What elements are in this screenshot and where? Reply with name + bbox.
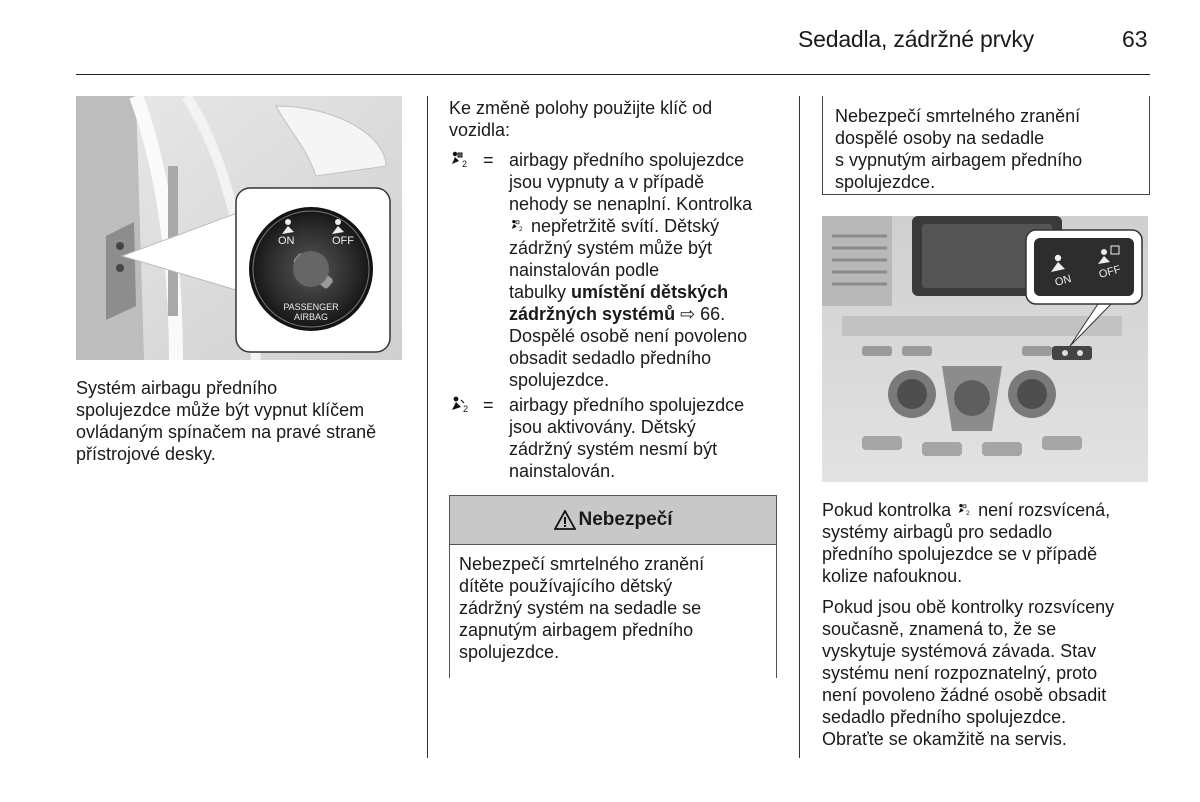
col1-paragraph bbox=[76, 377, 416, 465]
airbag-off-inline-icon bbox=[509, 218, 526, 234]
header-divider bbox=[76, 74, 1150, 75]
svg-text:2: 2 bbox=[966, 510, 970, 518]
text-line: Systém airbagu předního bbox=[76, 378, 278, 398]
text-line: jsou aktivovány. Dětský bbox=[509, 417, 696, 437]
text-line: spolujezdce. bbox=[509, 370, 610, 390]
text-line: obsadit sedadlo předního bbox=[509, 348, 712, 368]
warning-heading bbox=[449, 495, 777, 545]
danger-warning-box bbox=[449, 495, 777, 678]
dashboard-indicator-photo bbox=[822, 216, 1148, 482]
text-line: spolujezdce. bbox=[459, 642, 560, 662]
text-line: Nebezpečí smrtelného zranění bbox=[459, 554, 705, 574]
warning-body bbox=[459, 553, 769, 663]
text-line: sedadlo předního spolujezdce. bbox=[822, 707, 1067, 727]
text-line: spolujezdce může být vypnut klíčem bbox=[76, 400, 365, 420]
text-line: zádržný systém na sedadle se bbox=[459, 598, 702, 618]
airbag-on-icon bbox=[449, 394, 471, 416]
airbag-off-inline-icon bbox=[956, 502, 973, 518]
legend-text-on bbox=[509, 394, 781, 482]
text-line: vozidla: bbox=[449, 120, 511, 140]
text-line: nepřetržitě svítí. Dětský bbox=[531, 216, 720, 236]
legend-item-airbag-off bbox=[449, 149, 779, 391]
col2-intro bbox=[449, 97, 779, 141]
panel-off-label: OFF bbox=[1097, 263, 1123, 281]
airbag-switch-illustration bbox=[76, 96, 402, 360]
warning-heading-text: Nebezpečí bbox=[578, 509, 673, 530]
child-seat-table-link[interactable]: umístění dětských bbox=[571, 282, 729, 302]
column-divider-2 bbox=[799, 96, 800, 758]
text-line: ovládaným spínačem na pravé straně bbox=[76, 422, 377, 442]
text-line: zádržný systém nesmí být bbox=[509, 439, 718, 459]
text-line: systémy airbagů pro sedadlo bbox=[822, 522, 1053, 542]
text-line: Pokud kontrolka bbox=[822, 500, 952, 520]
text-line: airbagy předního spolujezdce bbox=[509, 395, 745, 415]
svg-text:2: 2 bbox=[462, 159, 468, 169]
legend-text-off bbox=[509, 149, 781, 391]
text-line: Obraťte se okamžitě na servis. bbox=[822, 729, 1067, 749]
text-line: zapnutým airbagem předního bbox=[459, 620, 694, 640]
text-line: tabulky bbox=[509, 282, 572, 302]
text-line: jsou vypnuty a v případě bbox=[509, 172, 705, 192]
page-number: 63 bbox=[1122, 26, 1148, 52]
warning-box-border bbox=[776, 543, 777, 678]
text-line: přístrojové desky. bbox=[76, 444, 216, 464]
text-line: nainstalován podle bbox=[509, 260, 660, 280]
text-line: airbagy předního spolujezdce bbox=[509, 150, 745, 170]
text-line: kolize nafouknou. bbox=[822, 566, 963, 586]
text-line: předního spolujezdce se v případě bbox=[822, 544, 1098, 564]
legend-item-airbag-on bbox=[449, 394, 779, 484]
section-title: Sedadla, zádržné prvky bbox=[798, 26, 1034, 52]
legend-equals: = bbox=[483, 395, 494, 415]
warning-box-border bbox=[449, 543, 450, 678]
child-seat-table-link-cont[interactable]: zádržných systémů bbox=[509, 304, 676, 324]
danger-continuation-text bbox=[835, 105, 1135, 193]
legend-equals: = bbox=[483, 150, 494, 170]
page-reference[interactable]: ⇨ 66. bbox=[675, 304, 726, 324]
switch-off-label: OFF bbox=[332, 235, 354, 247]
text-line: dospělé osoby na sedadle bbox=[835, 128, 1045, 148]
text-line: dítěte používajícího dětský bbox=[459, 576, 673, 596]
airbag-off-icon bbox=[449, 149, 471, 171]
text-line: Pokud jsou obě kontrolky rozsvíceny bbox=[822, 597, 1115, 617]
text-line: současně, znamená to, že se bbox=[822, 619, 1057, 639]
text-line: není povoleno žádné osobě obsadit bbox=[822, 685, 1107, 705]
text-line: zádržný systém může být bbox=[509, 238, 713, 258]
col3-paragraph-1 bbox=[822, 499, 1152, 587]
panel-on-label: ON bbox=[1053, 273, 1073, 289]
switch-brand-label-2: AIRBAG bbox=[293, 312, 329, 322]
svg-text:2: 2 bbox=[518, 226, 523, 234]
text-line: nainstalován. bbox=[509, 461, 616, 481]
text-line: spolujezdce. bbox=[835, 172, 936, 192]
svg-text:2: 2 bbox=[463, 404, 469, 414]
warning-triangle-icon bbox=[554, 510, 576, 530]
text-line: vyskytuje systémová závada. Stav bbox=[822, 641, 1097, 661]
airbag-switch-photo bbox=[76, 96, 402, 360]
text-line: není rozsvícená, bbox=[978, 500, 1111, 520]
switch-on-label: ON bbox=[278, 235, 295, 247]
dashboard-illustration bbox=[822, 216, 1148, 482]
text-line: s vypnutým airbagem předního bbox=[835, 150, 1083, 170]
text-line: Dospělé osobě není povoleno bbox=[509, 326, 748, 346]
col3-paragraph-2 bbox=[822, 596, 1152, 750]
text-line: Ke změně polohy použijte klíč od bbox=[449, 98, 713, 118]
text-line: systému není rozpoznatelný, proto bbox=[822, 663, 1098, 683]
column-divider-1 bbox=[427, 96, 428, 758]
switch-brand-label-1: PASSENGER bbox=[283, 302, 339, 312]
text-line: nehody se nenaplní. Kontrolka bbox=[509, 194, 753, 214]
text-line: Nebezpečí smrtelného zranění bbox=[835, 106, 1081, 126]
danger-continuation-box bbox=[822, 96, 1150, 195]
